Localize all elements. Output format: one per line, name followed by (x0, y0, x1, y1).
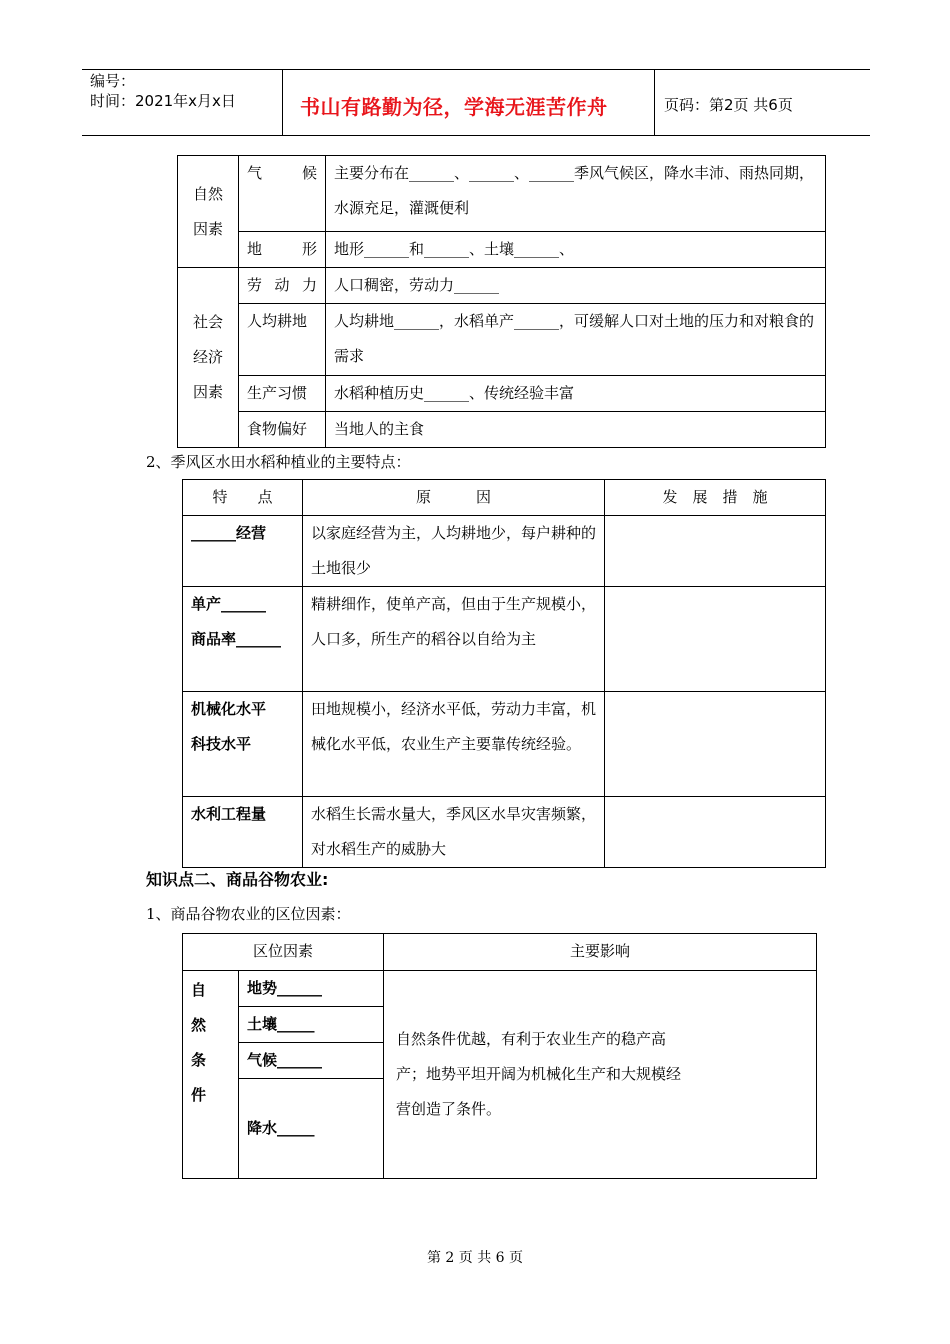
habit-label: 生产习惯 (239, 376, 326, 412)
food-text: 当地人的主食 (326, 412, 826, 448)
col-header-feature: 特 点 (183, 480, 303, 516)
land-text: 人均耕地______，水稻单产______，可缓解人口对土地的压力和对粮食的需求 (326, 304, 826, 376)
measure-cell (605, 797, 826, 868)
measure-cell (605, 587, 826, 692)
factor-cell: 气候______ (239, 1043, 384, 1079)
col-header-impact: 主要影响 (384, 934, 817, 971)
feature-cell: 单产______ 商品率______ (183, 587, 303, 692)
rice-location-factors-table (177, 155, 826, 448)
feature-cell: 水利工程量 (183, 797, 303, 868)
reason-cell: 田地规模小，经济水平低，劳动力丰富，机械化水平低，农业生产主要靠传统经验。 (303, 692, 605, 797)
food-label: 食物偏好 (239, 412, 326, 448)
header-bottom-rule (82, 135, 870, 136)
land-label: 人均耕地 (239, 304, 326, 376)
natural-factors-group: 自然因素 (178, 156, 239, 268)
col-header-measure: 发 展 措 施 (605, 480, 826, 516)
social-factors-group: 社会经济因素 (178, 268, 239, 448)
measure-cell (605, 516, 826, 587)
rice-features-table (182, 479, 826, 868)
factor-cell: 土壤_____ (239, 1007, 384, 1043)
climate-text: 主要分布在______、______、______季风气候区，降水丰沛、雨热同期，水源充足，灌溉便利 (326, 156, 826, 232)
reason-cell: 以家庭经营为主，人均耕地少，每户耕种的土地很少 (303, 516, 605, 587)
factor-cell: 地势______ (239, 971, 384, 1007)
terrain-text: 地形______和______、土壤______、 (326, 232, 826, 268)
factor-cell: 降水_____ (239, 1079, 384, 1179)
labor-text: 人口稠密，劳动力______ (326, 268, 826, 304)
natural-conditions-group: 自然条件 (183, 971, 239, 1179)
impact-cell: 自然条件优越，有利于农业生产的稳产高产；地势平坦开阔为机械化生产和大规模经营创造了条件。 (384, 971, 817, 1179)
habit-text: 水稻种植历史______、传统经验丰富 (326, 376, 826, 412)
header-top-rule (82, 69, 870, 70)
header-divider-left (282, 69, 283, 136)
knowledge-point-title: 知识点二、商品谷物农业: (146, 870, 329, 889)
reason-cell: 水稻生长需水量大，季风区水旱灾害频繁，对水稻生产的威胁大 (303, 797, 605, 868)
feature-cell: ______经营 (183, 516, 303, 587)
page-footer: 第 2 页 共 6 页 (426, 1250, 524, 1266)
reason-cell: 精耕细作，使单产高，但由于生产规模小，人口多，所生产的稻谷以自给为主 (303, 587, 605, 692)
labor-label: 劳 动 力 (239, 268, 326, 304)
section2-title: 2、季风区水田水稻种植业的主要特点： (146, 453, 411, 471)
section3-title: 1、商品谷物农业的区位因素： (146, 905, 351, 923)
measure-cell (605, 692, 826, 797)
col-header-factor: 区位因素 (183, 934, 384, 971)
header-number-label: 编号： (90, 72, 136, 90)
header-page-label: 页码：第2页 共6页 (664, 96, 793, 114)
header-time-label: 时间：2021年x月x日 (90, 92, 236, 110)
climate-label: 气 候 (239, 156, 326, 232)
commercial-grain-factors-table (182, 933, 817, 1179)
header-motto: 书山有路勤为径，学海无涯苦作舟 (300, 95, 608, 119)
header-divider-right (654, 69, 655, 136)
col-header-reason: 原 因 (303, 480, 605, 516)
feature-cell: 机械化水平 科技水平 (183, 692, 303, 797)
terrain-label: 地 形 (239, 232, 326, 268)
